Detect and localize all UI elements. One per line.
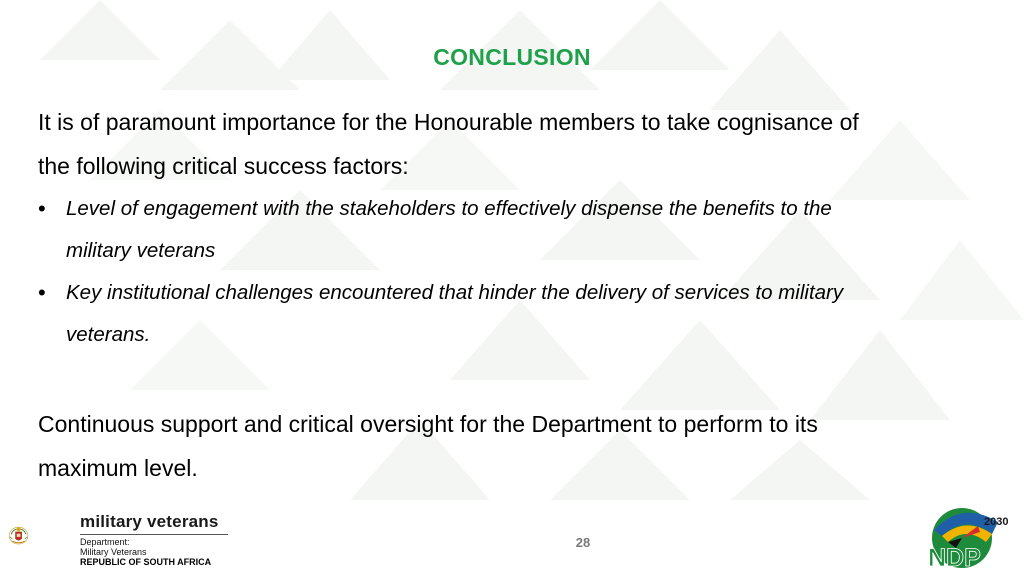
bullet-icon: • xyxy=(38,280,46,305)
bullet-item xyxy=(38,188,978,230)
bullet-item-continued xyxy=(38,230,978,272)
coat-of-arms-icon xyxy=(8,503,78,567)
brand-name: military veterans xyxy=(80,512,219,531)
slide-body xyxy=(38,100,978,490)
intro-line-2: the following critical success factors: xyxy=(38,153,409,179)
dept-line-1: Department: xyxy=(80,537,130,547)
ndp-text: NDP xyxy=(928,544,981,570)
bullet-item xyxy=(38,272,978,314)
page-number: 28 xyxy=(575,535,591,550)
bullet-text-line-1: Level of engagement with the stakeholders to effectively dispense the benefits to the xyxy=(66,197,832,220)
closing-line-2: maximum level. xyxy=(38,455,198,481)
ndp-year: 2030 xyxy=(984,516,1009,528)
dept-line-2: Military Veterans xyxy=(80,546,147,557)
closing-line-1: Continuous support and critical oversight for the Department to perform to its xyxy=(38,411,818,437)
bullet-text-line-2: military veterans xyxy=(66,239,216,262)
bullet-text-line-2: veterans. xyxy=(66,323,151,346)
bullet-text-line-1: Key institutional challenges encountered that hinder the delivery of services to military xyxy=(66,281,844,304)
ndp-logo-icon xyxy=(922,504,1014,570)
department-label xyxy=(80,512,228,567)
bullet-icon: • xyxy=(38,196,46,221)
slide-title: CONCLUSION xyxy=(433,44,591,70)
bullet-list xyxy=(38,188,978,356)
dept-line-3: REPUBLIC OF SOUTH AFRICA xyxy=(80,557,212,567)
bullet-item-continued xyxy=(38,314,978,356)
intro-line-1: It is of paramount importance for the Honourable members to take cognisance of xyxy=(38,109,859,135)
brand-divider xyxy=(80,534,228,535)
